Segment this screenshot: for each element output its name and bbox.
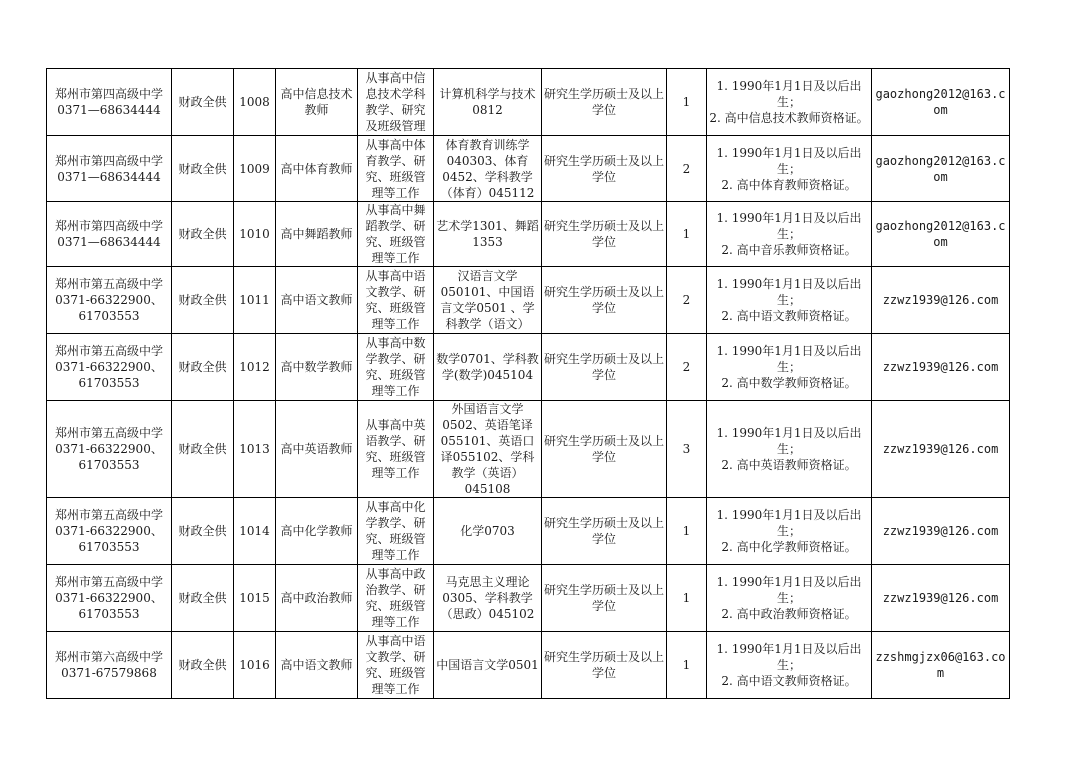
requirement-line: 2. 高中信息技术教师资格证。	[709, 111, 869, 125]
unit-line: 郑州市第五高级中学	[54, 575, 163, 589]
duties-cell: 从事高中数学教学、研究、班级管理等工作	[358, 334, 434, 401]
email-cell: zzshmgjzx06@163.com	[872, 632, 1010, 699]
code-cell: 1015	[234, 565, 276, 632]
major-cell: 马克思主义理论0305、学科教学（思政）045102	[434, 565, 542, 632]
count-cell: 2	[667, 267, 707, 334]
code-cell: 1010	[234, 202, 276, 267]
unit-cell	[47, 632, 172, 699]
unit-line: 郑州市第六高级中学	[54, 650, 163, 664]
unit-line: 郑州市第四高级中学	[54, 153, 163, 168]
major-cell: 中国语言文学0501	[434, 632, 542, 699]
funding-cell: 财政全供	[172, 69, 234, 136]
requirements-cell	[707, 267, 872, 334]
requirement-line: 2. 高中语文教师资格证。	[721, 309, 857, 323]
unit-cell	[47, 401, 172, 498]
code-cell: 1013	[234, 401, 276, 498]
requirements-cell	[707, 498, 872, 565]
position-cell: 高中数学教师	[276, 334, 358, 401]
funding-cell: 财政全供	[172, 267, 234, 334]
unit-line: 0371-66322900、61703553	[55, 591, 163, 621]
table-row	[47, 334, 1010, 401]
requirement-line: 1. 1990年1月1日及以后出生；	[716, 145, 862, 176]
code-cell: 1009	[234, 136, 276, 202]
major-cell: 体育教育训练学040303、体育0452、学科教学（体育）045112	[434, 136, 542, 202]
unit-cell	[47, 136, 172, 202]
funding-cell: 财政全供	[172, 632, 234, 699]
position-cell: 高中政治教师	[276, 565, 358, 632]
requirement-line: 1. 1990年1月1日及以后出生；	[716, 277, 862, 307]
major-cell: 数学0701、学科教学(数学)045104	[434, 334, 542, 401]
education-cell: 研究生学历硕士及以上学位	[542, 334, 667, 401]
unit-line: 郑州市第五高级中学	[54, 277, 163, 291]
unit-line: 郑州市第五高级中学	[54, 426, 163, 440]
unit-line: 0371—68634444	[57, 235, 161, 249]
funding-cell: 财政全供	[172, 565, 234, 632]
email-cell: zzwz1939@126.com	[872, 267, 1010, 334]
requirements-cell	[707, 334, 872, 401]
education-cell: 研究生学历硕士及以上学位	[542, 632, 667, 699]
unit-cell	[47, 202, 172, 267]
unit-line: 0371-66322900、61703553	[55, 293, 163, 323]
requirements-cell	[707, 69, 872, 136]
major-cell: 外国语言文学0502、英语笔译055101、英语口译055102、学科教学（英语）045108	[434, 401, 542, 498]
code-cell: 1014	[234, 498, 276, 565]
funding-cell: 财政全供	[172, 498, 234, 565]
position-cell: 高中语文教师	[276, 632, 358, 699]
requirement-line: 1. 1990年1月1日及以后出生；	[716, 344, 862, 374]
education-cell: 研究生学历硕士及以上学位	[542, 136, 667, 202]
duties-cell: 从事高中化学教学、研究、班级管理等工作	[358, 498, 434, 565]
education-cell: 研究生学历硕士及以上学位	[542, 565, 667, 632]
table-row	[47, 498, 1010, 565]
education-cell: 研究生学历硕士及以上学位	[542, 69, 667, 136]
email-cell: zzwz1939@126.com	[872, 334, 1010, 401]
unit-line: 郑州市第四高级中学	[54, 219, 163, 233]
requirement-line: 1. 1990年1月1日及以后出生；	[716, 79, 862, 109]
requirement-line: 1. 1990年1月1日及以后出生；	[716, 211, 862, 241]
count-cell: 2	[667, 136, 707, 202]
code-cell: 1012	[234, 334, 276, 401]
duties-cell: 从事高中英语教学、研究、班级管理等工作	[358, 401, 434, 498]
position-cell: 高中舞蹈教师	[276, 202, 358, 267]
count-cell: 1	[667, 69, 707, 136]
code-cell: 1011	[234, 267, 276, 334]
count-cell: 1	[667, 498, 707, 565]
requirement-line: 1. 1990年1月1日及以后出生；	[716, 426, 862, 456]
code-cell: 1016	[234, 632, 276, 699]
funding-cell: 财政全供	[172, 334, 234, 401]
requirement-line: 2. 高中政治教师资格证。	[721, 607, 857, 621]
unit-cell	[47, 267, 172, 334]
requirement-line: 2. 高中语文教师资格证。	[721, 674, 857, 688]
position-cell: 高中体育教师	[276, 136, 358, 202]
email-cell: zzwz1939@126.com	[872, 565, 1010, 632]
table-row	[47, 69, 1010, 136]
requirements-cell	[707, 401, 872, 498]
email-cell: gaozhong2012@163.com	[872, 136, 1010, 202]
funding-cell: 财政全供	[172, 401, 234, 498]
education-cell: 研究生学历硕士及以上学位	[542, 267, 667, 334]
unit-line: 0371-66322900、61703553	[55, 524, 163, 554]
requirement-line: 2. 高中数学教师资格证。	[721, 376, 857, 390]
table-row	[47, 267, 1010, 334]
count-cell: 1	[667, 202, 707, 267]
requirement-line: 1. 1990年1月1日及以后出生；	[716, 508, 862, 538]
requirement-line: 1. 1990年1月1日及以后出生；	[716, 642, 862, 672]
requirement-line: 2. 高中英语教师资格证。	[721, 458, 857, 472]
requirement-line: 1. 1990年1月1日及以后出生；	[716, 575, 862, 605]
requirement-line: 2. 高中体育教师资格证。	[721, 177, 857, 192]
unit-line: 郑州市第五高级中学	[54, 344, 163, 358]
duties-cell: 从事高中语文教学、研究、班级管理等工作	[358, 632, 434, 699]
funding-cell: 财政全供	[172, 202, 234, 267]
email-cell: gaozhong2012@163.com	[872, 69, 1010, 136]
requirement-line: 2. 高中音乐教师资格证。	[721, 243, 857, 257]
email-cell: gaozhong2012@163.com	[872, 202, 1010, 267]
position-cell: 高中信息技术教师	[276, 69, 358, 136]
unit-line: 郑州市第四高级中学	[54, 87, 163, 101]
requirements-cell	[707, 202, 872, 267]
table-row	[47, 136, 1010, 202]
recruitment-table	[46, 68, 1010, 699]
position-cell: 高中语文教师	[276, 267, 358, 334]
unit-cell	[47, 565, 172, 632]
position-cell: 高中化学教师	[276, 498, 358, 565]
count-cell: 2	[667, 334, 707, 401]
education-cell: 研究生学历硕士及以上学位	[542, 498, 667, 565]
unit-cell	[47, 334, 172, 401]
major-cell: 汉语言文学050101、中国语言文学0501 、学科教学（语文）	[434, 267, 542, 334]
unit-line: 0371-67579868	[61, 666, 157, 680]
table-row	[47, 401, 1010, 498]
requirements-cell	[707, 565, 872, 632]
unit-cell	[47, 69, 172, 136]
unit-line: 0371—68634444	[57, 169, 161, 184]
table-row	[47, 202, 1010, 267]
funding-cell: 财政全供	[172, 136, 234, 202]
count-cell: 1	[667, 565, 707, 632]
position-cell: 高中英语教师	[276, 401, 358, 498]
duties-cell: 从事高中舞蹈教学、研究、班级管理等工作	[358, 202, 434, 267]
unit-cell	[47, 498, 172, 565]
unit-line: 0371-66322900、61703553	[55, 442, 163, 472]
duties-cell: 从事高中体育教学、研究、班级管理等工作	[358, 136, 434, 202]
education-cell: 研究生学历硕士及以上学位	[542, 202, 667, 267]
major-cell: 艺术学1301、舞蹈1353	[434, 202, 542, 267]
duties-cell: 从事高中信息技术学科教学、研究及班级管理	[358, 69, 434, 136]
unit-line: 0371-66322900、61703553	[55, 360, 163, 390]
table-row	[47, 632, 1010, 699]
major-cell: 计算机科学与技术0812	[434, 69, 542, 136]
duties-cell: 从事高中政治教学、研究、班级管理等工作	[358, 565, 434, 632]
code-cell: 1008	[234, 69, 276, 136]
unit-line: 0371—68634444	[57, 103, 161, 117]
email-cell: zzwz1939@126.com	[872, 498, 1010, 565]
requirements-cell	[707, 136, 872, 202]
major-cell: 化学0703	[434, 498, 542, 565]
duties-cell: 从事高中语文教学、研究、班级管理等工作	[358, 267, 434, 334]
count-cell: 1	[667, 632, 707, 699]
unit-line: 郑州市第五高级中学	[54, 508, 163, 522]
table-row	[47, 565, 1010, 632]
requirement-line: 2. 高中化学教师资格证。	[721, 540, 857, 554]
education-cell: 研究生学历硕士及以上学位	[542, 401, 667, 498]
requirements-cell	[707, 632, 872, 699]
email-cell: zzwz1939@126.com	[872, 401, 1010, 498]
count-cell: 3	[667, 401, 707, 498]
